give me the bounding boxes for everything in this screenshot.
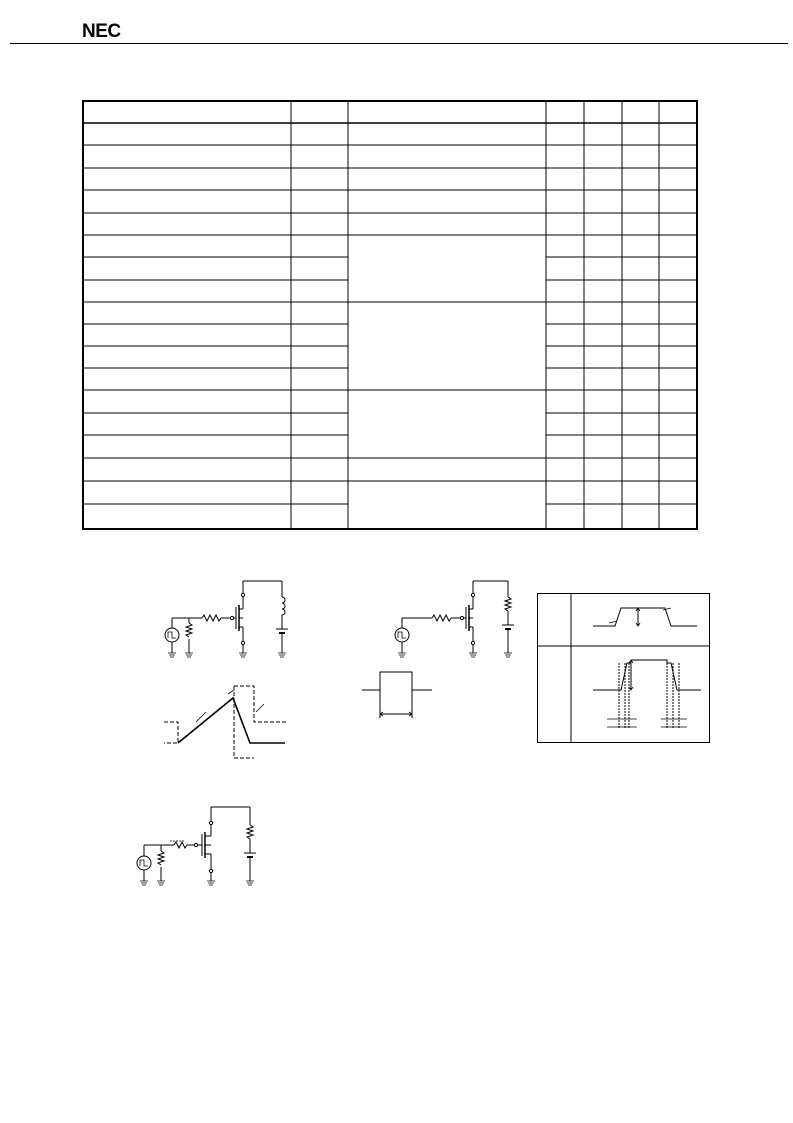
avalanche-test-circuit — [160, 577, 300, 662]
pulse-waveform — [360, 668, 435, 723]
electrical-characteristics-table — [82, 100, 698, 530]
avalanche-waveform — [160, 684, 295, 764]
nec-logo: NEC — [82, 21, 121, 42]
gate-charge-test-circuit — [132, 803, 267, 888]
header-divider — [10, 43, 788, 44]
switching-test-circuit — [390, 577, 525, 662]
switching-waveforms — [537, 593, 711, 744]
